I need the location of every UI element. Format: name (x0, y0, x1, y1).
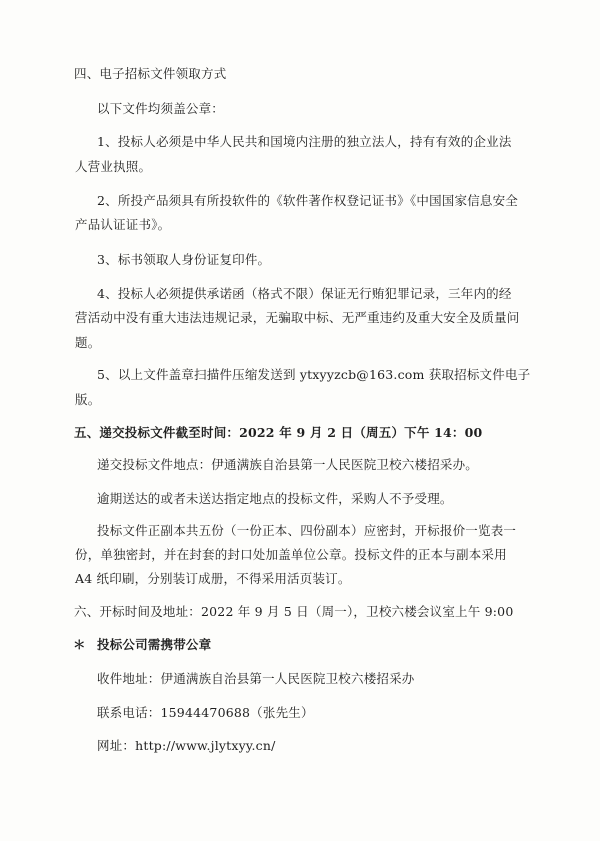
seal-note: 投标公司需携带公章 (97, 637, 212, 652)
section-6-heading: 六、开标时间及地址：2022 年 9 月 5 日（周一），卫校六楼会议室上午 9:00 (74, 604, 514, 619)
section-5-heading: 五、递交投标文件截至时间：2022 年 9 月 2 日（周五）下午 14：00 (74, 425, 483, 440)
item-2-line-2: 产品认证证书》。 (75, 217, 171, 232)
item-5-line-2: 版。 (75, 392, 101, 407)
item-3: 3、标书领取人身份证复印件。 (97, 252, 271, 267)
section-4-heading: 四、电子招标文件领取方式 (74, 66, 227, 81)
item-1-line-1: 1、投标人必须是中华人民共和国境内注册的独立法人，持有有效的企业法 (97, 134, 512, 149)
item-1-line-2: 人营业执照。 (75, 159, 152, 174)
section-4-intro: 以下文件均须盖公章： (97, 101, 225, 116)
asterisk-icon: ＊ (73, 637, 86, 652)
contact-phone: 联系电话：15944470688（张先生） (97, 705, 314, 720)
item-4-line-1: 4、投标人必须提供承诺函（格式不限）保证无行贿犯罪记录，三年内的经 (97, 286, 512, 301)
submission-location: 递交投标文件地点：伊通满族自治县第一人民医院卫校六楼招采办。 (97, 457, 479, 472)
late-submission-notice: 逾期送达的或者未送达指定地点的投标文件，采购人不予受理。 (97, 491, 453, 506)
website-link[interactable]: 网址：http://www.jlytxyy.cn/ (97, 738, 276, 753)
item-4-line-3: 题。 (75, 335, 101, 350)
item-5-line-1: 5、以上文件盖章扫描件压缩发送到 ytxyyzcb@163.com 获取招标文件电子 (97, 367, 531, 382)
copies-line-1: 投标文件正副本共五份（一份正本、四份副本）应密封，开标报价一览表一 (97, 523, 517, 538)
copies-line-2: 份，单独密封，并在封套的封口处加盖单位公章。投标文件的正本与副本采用 (75, 547, 507, 562)
item-2-line-1: 2、所投产品须具有所投软件的《软件著作权登记证书》《中国国家信息安全 (97, 193, 519, 208)
delivery-address: 收件地址：伊通满族自治县第一人民医院卫校六楼招采办 (97, 671, 415, 686)
copies-line-3: A4 纸印刷，分别装订成册，不得采用活页装订。 (75, 571, 351, 586)
item-4-line-2: 营活动中没有重大违法违规记录，无骗取中标、无严重违约及重大安全及质量问 (75, 310, 520, 325)
